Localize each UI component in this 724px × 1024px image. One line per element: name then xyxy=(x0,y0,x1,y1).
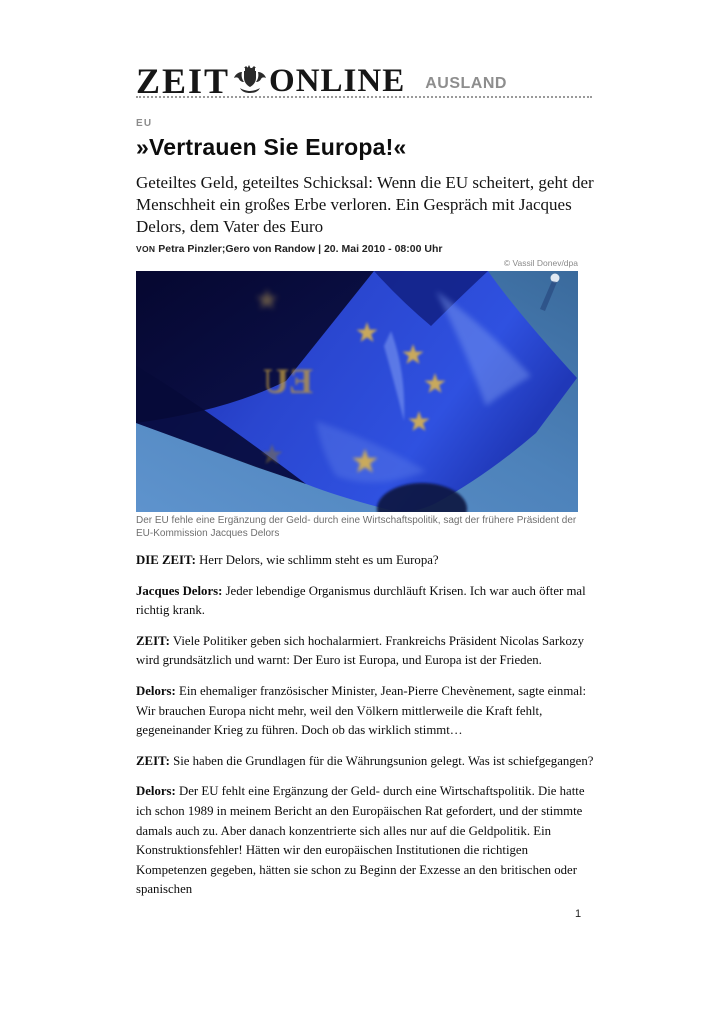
paragraph-text: Ein ehemaliger französischer Minister, Jean-Pierre Chevènement, sagte einmal: Wir brauchen Europa nicht mehr, weil den Völkern mittlerweile die Kraft fehlt, gegeneinander Krieg zu führen. Doch ob das wirklich stimmt… xyxy=(136,683,587,738)
byline xyxy=(136,243,442,255)
paragraph xyxy=(136,632,596,671)
paragraph xyxy=(136,752,596,772)
paragraph xyxy=(136,551,596,571)
byline-authors-date: Petra Pinzler;Gero von Randow | 20. Mai 2010 - 08:00 Uhr xyxy=(158,243,443,255)
paragraph-text: Viele Politiker geben sich hochalarmiert. Frankreichs Präsident Nicolas Sarkozy wird grundsätzlich und warnt: Der Euro ist Europa, und Europa ist der Frieden. xyxy=(136,633,584,668)
article-subtitle: Geteiltes Geld, geteiltes Schicksal: Wenn die EU scheitert, geht der Menschheit ein großes Erbe verloren. Ein Gespräch mit Jacques Delors, dem Vater des Euro xyxy=(136,173,594,236)
speaker-label: DIE ZEIT: xyxy=(136,553,196,567)
paragraph xyxy=(136,582,596,621)
paragraph-text: Der EU fehlt eine Ergänzung der Geld- durch eine Wirtschaftspolitik. Die hatte ich schon 1989 in meinem Bericht an den Europäischen Rat gefordert, und der stimmte damals auch zu. Aber danach konzentrierte sich alles nur auf die Geldpolitik. Ein Konstruktionsfehler! Hätten wir den europäischen Institutionen die richtigen Kompetenzen gegeben, hätten sie schon zu Beginn der Exzesse an den britischen oder spanischen xyxy=(136,784,585,897)
speaker-label: ZEIT: xyxy=(136,633,170,648)
photo-caption: Der EU fehle eine Ergänzung der Geld- durch eine Wirtschaftspolitik, sagt der frühere Präsident der EU-Kommission Jacques Delors xyxy=(136,515,577,539)
page-number: 1 xyxy=(575,908,582,920)
paragraph-text: Jeder lebendige Organismus durchläuft Krisen. Ich war auch öfter mal richtig krank. xyxy=(136,583,586,618)
kicker: EU xyxy=(136,118,153,129)
zeit-online-logo xyxy=(136,61,406,101)
eu-flag-photo xyxy=(136,271,578,512)
masthead xyxy=(136,56,592,101)
byline-prefix: VON xyxy=(136,244,156,254)
paragraph-text: Herr Delors, wie schlimm steht es um Europa? xyxy=(199,553,439,567)
svg-text:EU: EU xyxy=(262,361,314,401)
article-title: »Vertrauen Sie Europa!« xyxy=(136,134,407,160)
speaker-label: Jacques Delors: xyxy=(136,583,223,598)
speaker-label: Delors: xyxy=(136,683,176,698)
speaker-label: Delors: xyxy=(136,784,176,799)
brand-zeit: ZEIT xyxy=(136,61,231,101)
brand-online: ONLINE xyxy=(269,63,406,99)
section-label[interactable]: AUSLAND xyxy=(425,75,507,92)
paragraph-text: Sie haben die Grundlagen für die Währungsunion gelegt. Was ist schiefgegangen? xyxy=(173,753,594,768)
paragraph xyxy=(136,682,596,741)
article-body xyxy=(136,551,596,911)
paragraph xyxy=(136,782,596,900)
photo-credit: © Vassil Donev/dpa xyxy=(503,258,578,268)
speaker-label: ZEIT: xyxy=(136,753,170,768)
zeit-crest-icon xyxy=(232,64,268,96)
